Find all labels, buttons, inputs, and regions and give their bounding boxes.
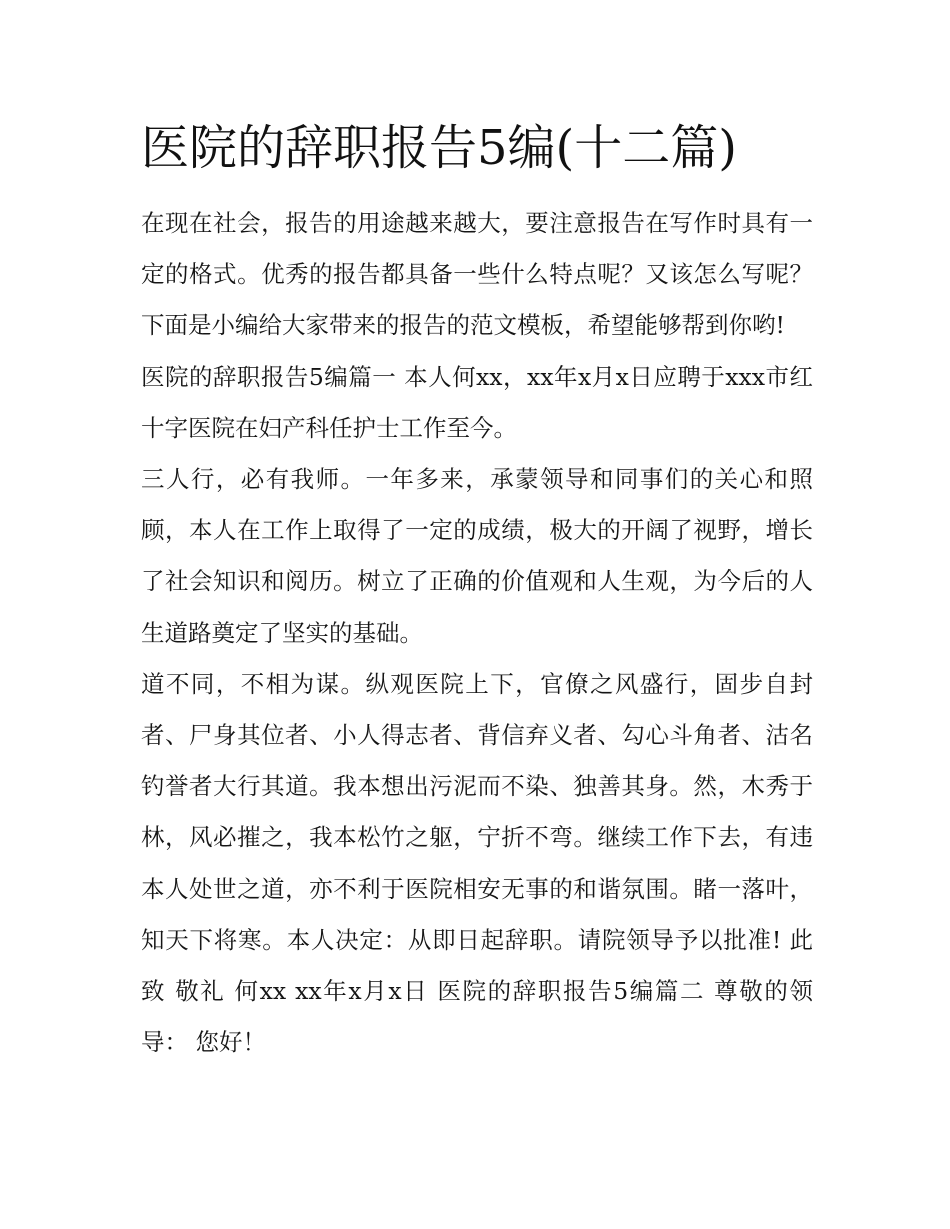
resignation-reason-paragraph: 道不同，不相为谋。纵观医院上下，官僚之风盛行，固步自封者、尸身其位者、小人得志者、背信弃义者、勾心斗角者、沽名钓誉者大行其道。我本想出污泥而不染、独善其身。然，木秀于林，风必摧之，我本松竹之躯，宁折不弯。继续工作下去，有违本人处世之道，亦不利于医院相安无事的和谐氛围。睹一落叶，知天下将寒。本人决定：从即日起辞职。请院领导予以批准! 此致 敬礼 何xx xx年x月x日 医院的辞职报告5编篇二 尊敬的领导： 您好！ — [141, 669, 813, 1057]
intro-paragraph: 在现在社会，报告的用途越来越大，要注意报告在写作时具有一定的格式。优秀的报告都具备一些什么特点呢？又该怎么写呢？下面是小编给大家带来的报告的范文模板，希望能够帮到你哟! — [141, 209, 813, 340]
document-body — [141, 112, 813, 1068]
document-title: 医院的辞职报告5编(十二篇) — [141, 120, 737, 176]
report-one-opening-paragraph: 医院的辞职报告5编篇一 本人何xx，xx年x月x日应聘于xxx市红十字医院在妇产科任护士工作至今。 — [141, 362, 813, 442]
gratitude-paragraph: 三人行，必有我师。一年多来，承蒙领导和同事们的关心和照顾，本人在工作上取得了一定的成绩，极大的开阔了视野，增长了社会知识和阅历。树立了正确的价值观和人生观，为今后的人生道路奠定了坚实的基础。 — [141, 465, 813, 647]
